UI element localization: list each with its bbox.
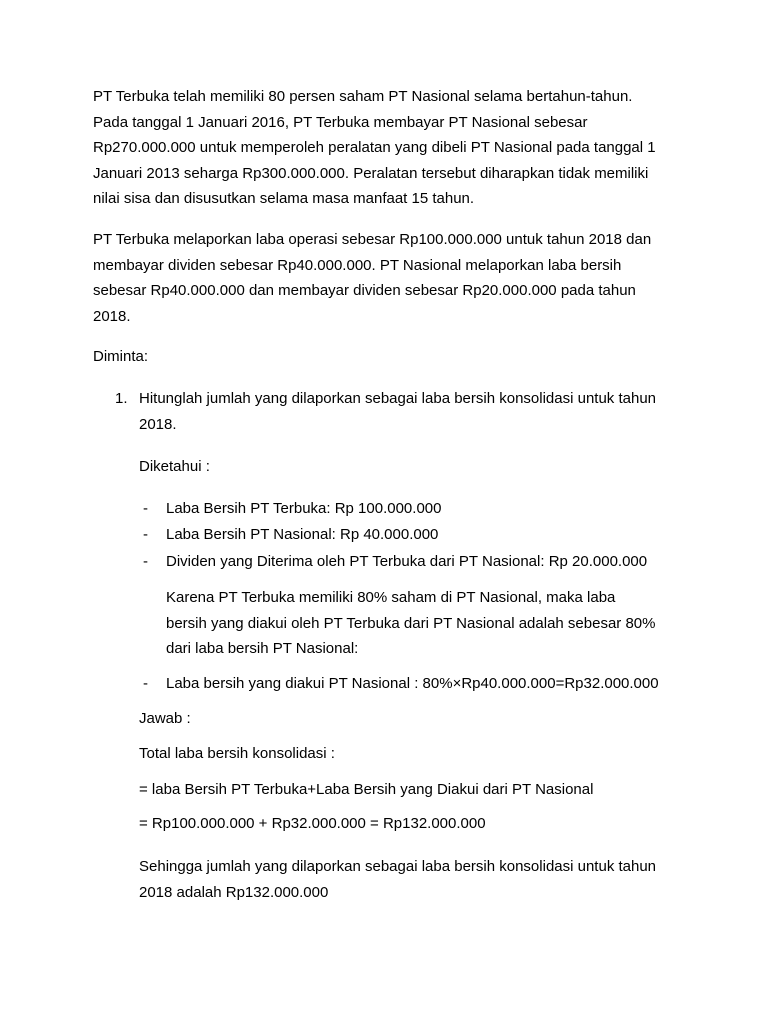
known-item: Laba Bersih PT Nasional: Rp 40.000.000 — [166, 526, 439, 543]
question-line: 2018. — [139, 415, 177, 433]
report-line: membayar dividen sebesar Rp40.000.000. PT Nasional melaporkan laba bersih — [93, 256, 622, 274]
list-dash: - — [143, 526, 148, 543]
list-dash: - — [143, 500, 148, 517]
intro-line: nilai sisa dan disusutkan selama masa manfaat 15 tahun. — [93, 190, 475, 207]
jawab-label: Jawab : — [139, 710, 191, 727]
known-item: Laba Bersih PT Terbuka: Rp 100.000.000 — [166, 500, 442, 517]
calculation-line: = Rp100.000.000 + Rp32.000.000 = Rp132.000.000 — [139, 815, 486, 832]
karena-line: dari laba bersih PT Nasional: — [166, 640, 359, 657]
question-line: Hitunglah jumlah yang dilaporkan sebagai laba bersih konsolidasi untuk tahun — [139, 390, 657, 407]
karena-line: Karena PT Terbuka memiliki 80% saham di PT Nasional, maka laba — [166, 589, 616, 606]
report-paragraph — [93, 227, 683, 329]
karena-line: bersih yang diakui oleh PT Terbuka dari PT Nasional adalah sebesar 80% — [166, 614, 656, 632]
intro-line: Rp270.000.000 untuk memperoleh peralatan yang dibeli PT Nasional pada tanggal 1 — [93, 139, 656, 156]
report-line: PT Terbuka melaporkan laba operasi sebesar Rp100.000.000 untuk tahun 2018 dan — [93, 231, 652, 248]
report-line: sebesar Rp40.000.000 dan membayar dividen sebesar Rp20.000.000 pada tahun — [93, 282, 636, 299]
list-dash: - — [143, 553, 148, 570]
conclusion-line: Sehingga jumlah yang dilaporkan sebagai laba bersih konsolidasi untuk tahun — [139, 858, 657, 875]
known-item: Dividen yang Diterima oleh PT Terbuka dari PT Nasional: Rp 20.000.000 — [166, 553, 648, 570]
conclusion-line: 2018 adalah Rp132.000.000 — [139, 883, 329, 901]
formula-line: = laba Bersih PT Terbuka+Laba Bersih yang Diakui dari PT Nasional — [139, 781, 594, 798]
conclusion-paragraph — [139, 854, 699, 905]
list-dash: - — [143, 675, 148, 692]
recognized-item: Laba bersih yang diakui PT Nasional : 80%×Rp40.000.000=Rp32.000.000 — [166, 675, 659, 692]
diketahui-label: Diketahui : — [139, 458, 210, 475]
question-number: 1. — [115, 390, 128, 407]
total-label: Total laba bersih konsolidasi : — [139, 745, 335, 762]
report-line: 2018. — [93, 307, 131, 325]
intro-line: Pada tanggal 1 Januari 2016, PT Terbuka membayar PT Nasional sebesar — [93, 113, 588, 131]
intro-paragraph — [93, 84, 683, 212]
intro-line: Januari 2013 seharga Rp300.000.000. Peralatan tersebut diharapkan tidak memiliki — [93, 164, 649, 182]
intro-line: PT Terbuka telah memiliki 80 persen saham PT Nasional selama bertahun-tahun. — [93, 88, 633, 105]
diminta-heading: Diminta: — [93, 348, 149, 365]
karena-paragraph — [166, 585, 706, 662]
question-text — [139, 386, 699, 437]
